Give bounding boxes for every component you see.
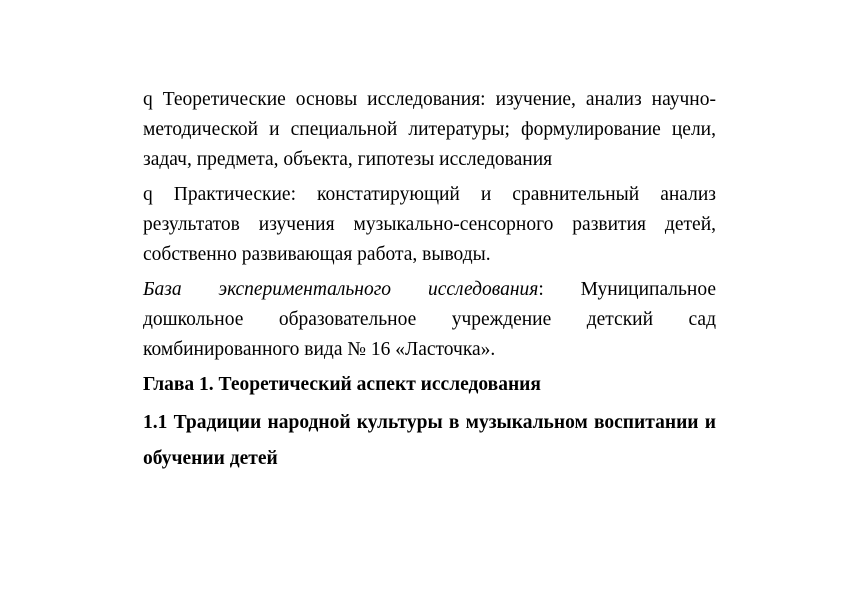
experiment-base-label: База экспериментального исследования [143,279,539,300]
experiment-base-paragraph [143,275,716,365]
theoretical-methods-paragraph: q Теоретические основы исследования: изучение, анализ научно-методической и специальной литературы; формулирование цели, задач, предмета, объекта, гипотезы исследования [143,89,716,170]
document-body [143,85,716,477]
section-heading: 1.1 Традиции народной культуры в музыкальном воспитании и обучении детей [143,412,716,469]
practical-methods-paragraph: q Практические: констатирующий и сравнительный анализ результатов изучения музыкально-сенсорного развития детей, собственно развивающая работа, выводы. [143,184,716,265]
experiment-base-text: : Муниципальное дошкольное образовательное учреждение детский сад комбинированного вида № 16 «Ласточка». [143,279,716,360]
chapter-heading: Глава 1. Теоретический аспект исследования [143,374,541,395]
